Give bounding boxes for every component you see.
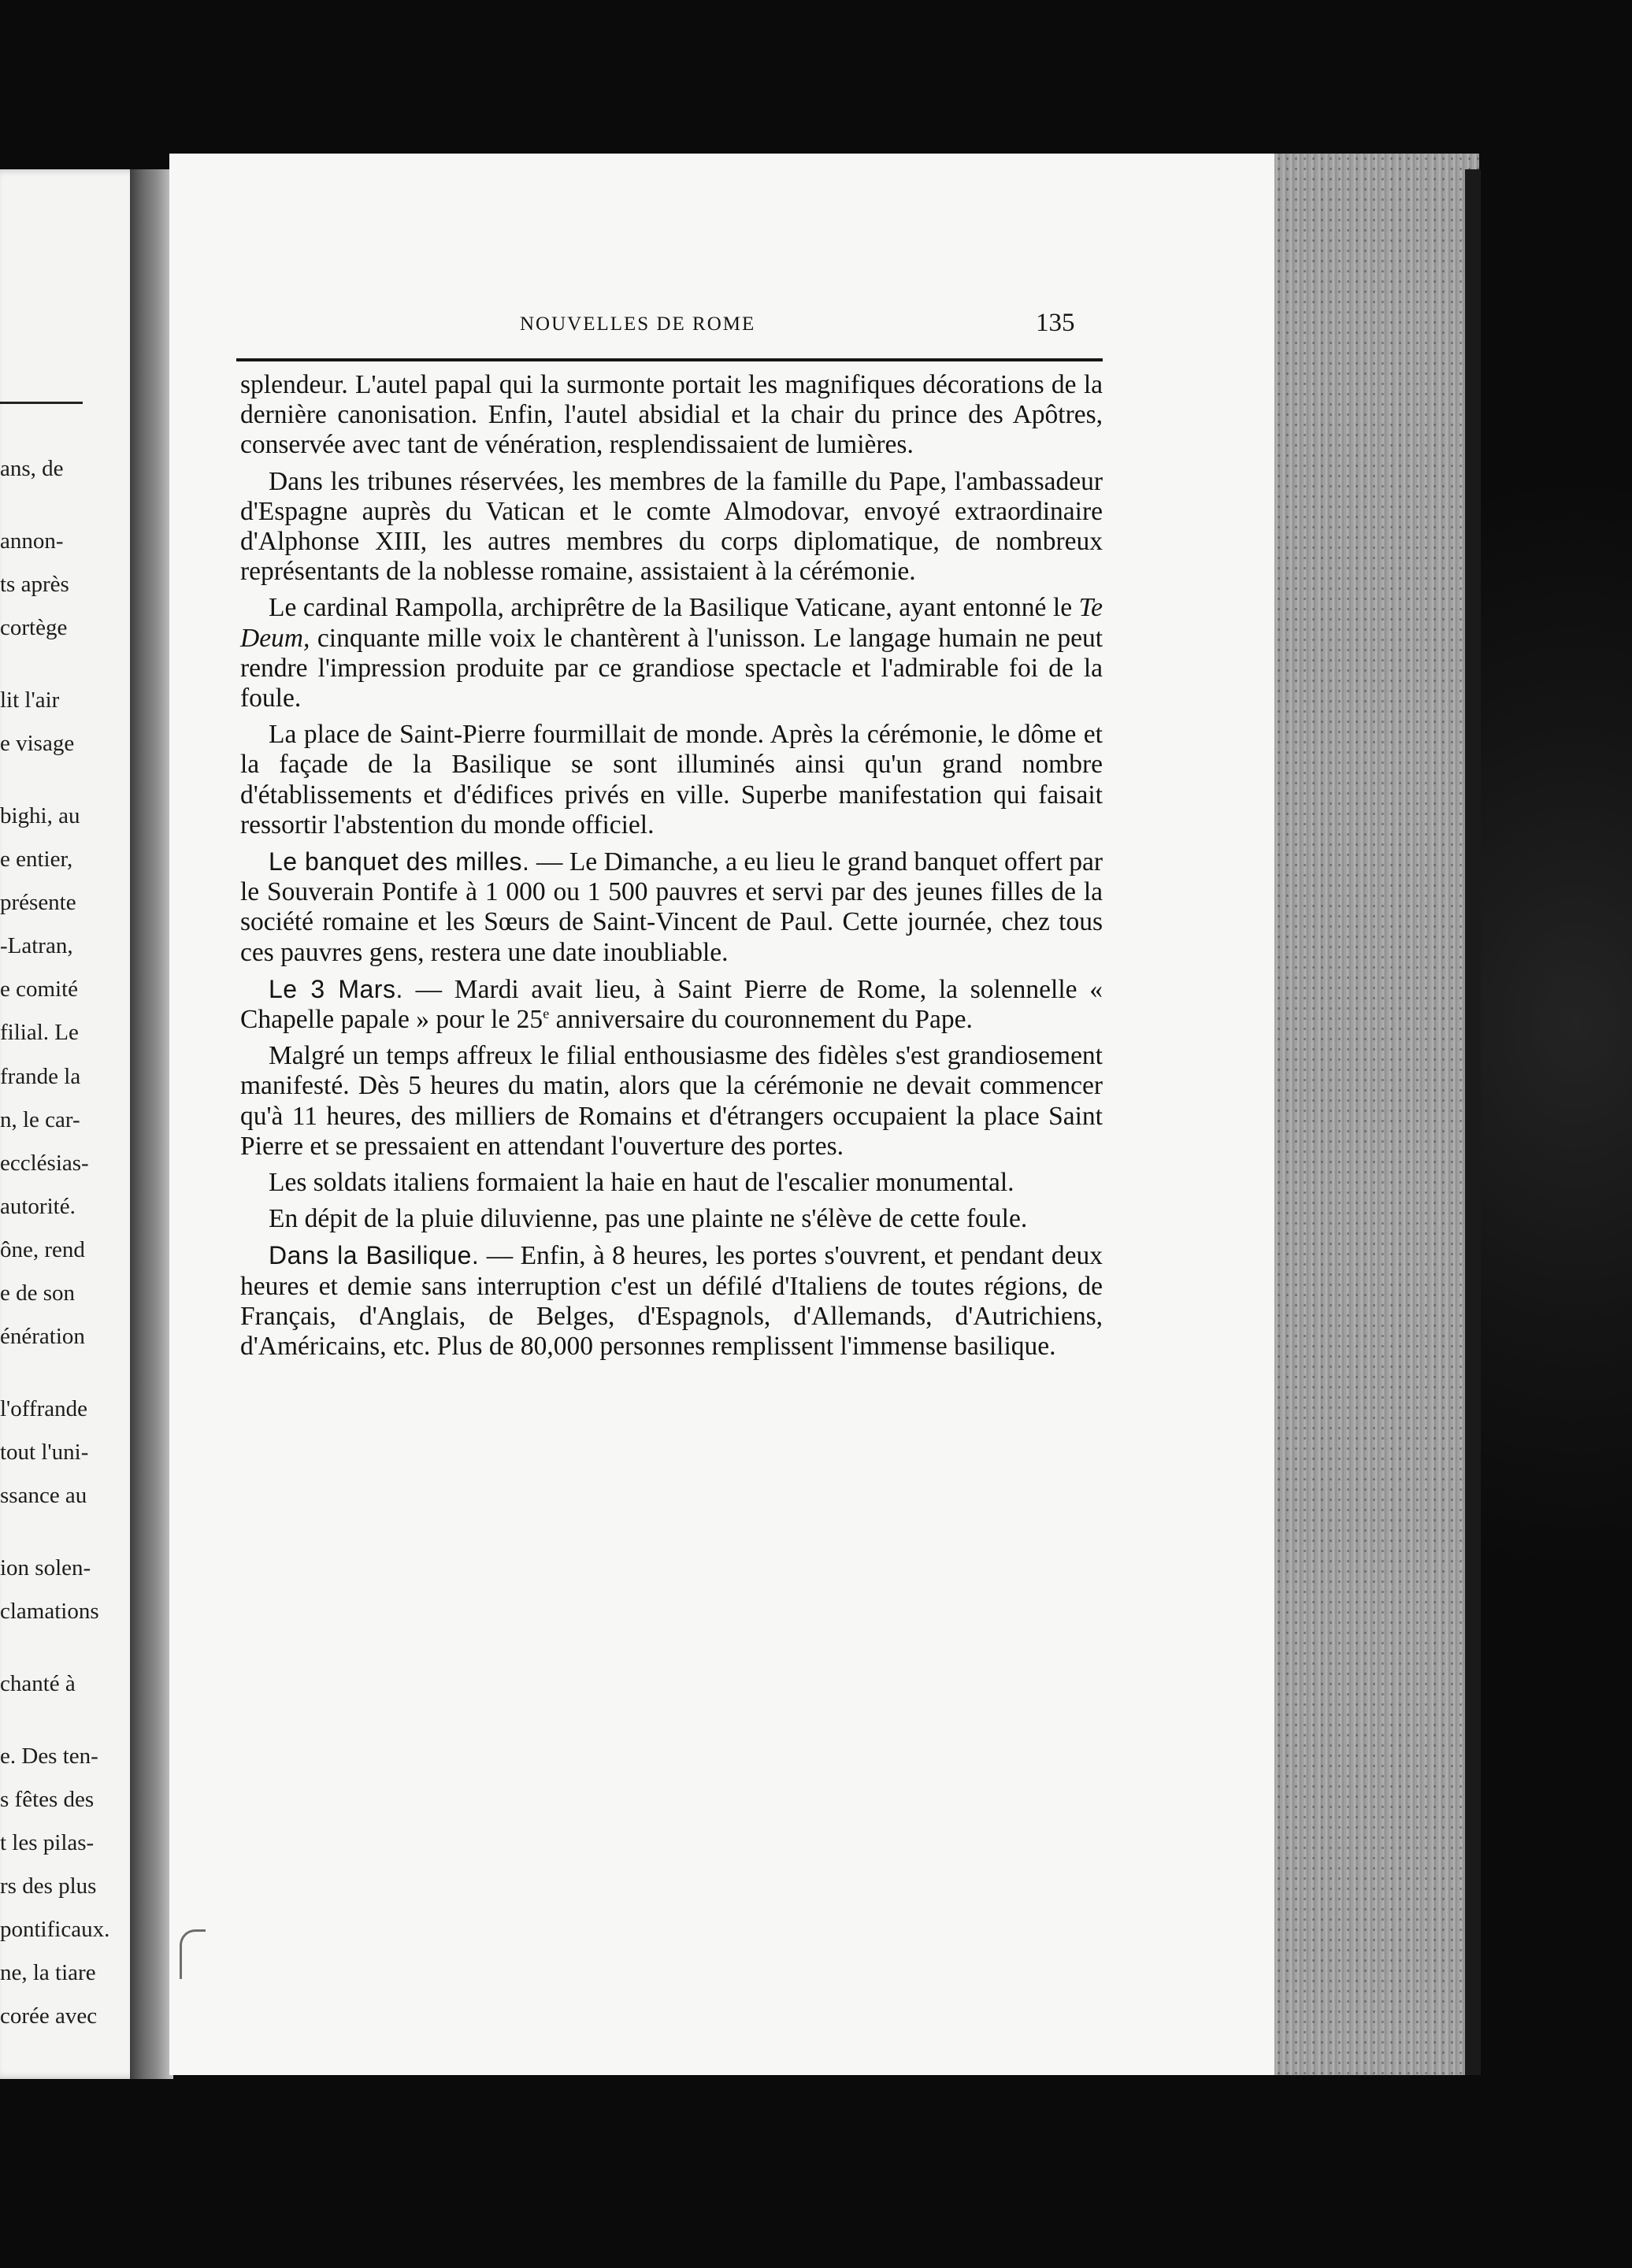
left-page-rule bbox=[0, 402, 83, 404]
left-page-line: énération bbox=[0, 1324, 85, 1350]
pencil-mark bbox=[180, 1929, 206, 1979]
section-rubric: Le banquet des milles. bbox=[269, 847, 530, 876]
paragraph: Malgré un temps affreux le filial enthousiasme des fidèles s'est grandiosement manifesté. Dès 5 heures du matin, alors que la cérémonie ne devait commencer qu'à 11 heures, des milliers de Romains et d'étrangers occupaient la place Saint Pierre et se pressaient en attendant l'ouverture des portes. bbox=[240, 1041, 1103, 1161]
paragraph: splendeur. L'autel papal qui la surmonte portait les magnifiques décorations de la dernière canonisation. Enfin, l'autel absidial et la chair du prince des Apôtres, conservée avec tant de vénération, resplendissaient de lumières. bbox=[240, 370, 1103, 460]
left-page-line: tout l'uni- bbox=[0, 1440, 89, 1466]
left-page-line: rs des plus bbox=[0, 1873, 97, 1899]
left-page-line: clamations bbox=[0, 1599, 99, 1625]
left-page-line: ecclésias- bbox=[0, 1150, 89, 1176]
left-page-line: autorité. bbox=[0, 1193, 76, 1219]
paragraph: La place de Saint-Pierre fourmillait de monde. Après la cérémonie, le dôme et la façade de la Basilique se sont illuminés ainsi qu'un grand nombre d'établissements et d'édifices privés en ville. Superbe manifestation qui faisait ressortir l'abstention du monde officiel. bbox=[240, 720, 1103, 839]
left-page-line: cortège bbox=[0, 615, 68, 641]
left-page-line: chanté à bbox=[0, 1670, 76, 1696]
paragraph: Les soldats italiens formaient la haie en haut de l'escalier monumental. bbox=[269, 1168, 1014, 1198]
left-page-line: ans, de bbox=[0, 456, 64, 482]
page-number: 135 bbox=[1036, 309, 1075, 337]
left-page-line: ssance au bbox=[0, 1483, 87, 1509]
left-page-line: pontificaux. bbox=[0, 1917, 110, 1943]
gutter-shadow bbox=[130, 169, 173, 2079]
paragraph: Le cardinal Rampolla, archiprêtre de la Basilique Vaticane, ayant entonné le Te Deum, cinquante mille voix le chantèrent à l'unisson. Le langage humain ne peut rendre l'impression produite par ce grandiose spectacle et l'admirable foi de la foule. bbox=[240, 593, 1103, 713]
left-page-line: n, le car- bbox=[0, 1106, 80, 1132]
left-page-line: ion solen- bbox=[0, 1555, 91, 1581]
left-page-line: e comité bbox=[0, 976, 79, 1002]
left-page-line: frande la bbox=[0, 1063, 81, 1089]
left-page-line: e entier, bbox=[0, 847, 73, 873]
page-edges-speckle bbox=[1274, 154, 1479, 2075]
paragraph: Le 3 Mars. — Mardi avait lieu, à Saint Pierre de Rome, la solennelle « Chapelle papale » pour le 25e anniversaire du couronnement du Pape. bbox=[240, 974, 1103, 1035]
left-page-line: bighi, au bbox=[0, 802, 80, 828]
left-page-line: annon- bbox=[0, 528, 64, 554]
left-page-line: s fêtes des bbox=[0, 1786, 95, 1812]
body-text bbox=[240, 370, 1103, 1362]
left-page-line: l'offrande bbox=[0, 1396, 87, 1421]
paragraph: Dans la Basilique. — Enfin, à 8 heures, les portes s'ouvrent, et pendant deux heures et demie sans interruption c'est un défilé d'Italiens de toutes régions, de Français, d'Anglais, de Belges, d'Espagnols, d'Allemands, d'Autrichiens, d'Américains, etc. Plus de 80,000 personnes remplissent l'immense basilique. bbox=[240, 1241, 1103, 1362]
running-head: NOUVELLES DE ROME bbox=[520, 313, 756, 335]
left-page-line: ne, la tiare bbox=[0, 1960, 96, 1986]
left-page-line: filial. Le bbox=[0, 1020, 79, 1046]
paragraph: Dans les tribunes réservées, les membres de la famille du Pape, l'ambassadeur d'Espagne auprès du Vatican et le comte Almodovar, envoyé extraordinaire d'Alphonse XIII, les autres membres du corps diplomatique, de nombreux représentants de la noblesse romaine, assistaient à la cérémonie. bbox=[240, 466, 1103, 587]
header-rule bbox=[236, 358, 1103, 361]
section-rubric: Dans la Basilique. bbox=[269, 1241, 480, 1270]
left-page-line: e. Des ten- bbox=[0, 1743, 98, 1769]
left-page-line: t les pilas- bbox=[0, 1830, 95, 1856]
left-page-line: présente bbox=[0, 890, 76, 916]
left-page-line: lit l'air bbox=[0, 687, 60, 713]
italic-title: Te Deum, bbox=[240, 593, 1103, 653]
paragraph: Le banquet des milles. — Le Dimanche, a eu lieu le grand banquet offert par le Souverain Pontife à 1 000 ou 1 500 pauvres et servi par des jeunes filles de la société romaine et les Sœurs de Saint-Vincent de Paul. Cette journée, chez tous ces pauvres gens, restera une date inoubliable. bbox=[240, 847, 1103, 967]
left-page-line: ône, rend bbox=[0, 1236, 85, 1262]
paragraph: En dépit de la pluie diluvienne, pas une plainte ne s'élève de cette foule. bbox=[269, 1204, 1028, 1234]
left-page-line: ts après bbox=[0, 572, 69, 598]
section-rubric: Le 3 Mars. bbox=[269, 974, 403, 1003]
left-page-line: e visage bbox=[0, 731, 75, 757]
left-page-line: -Latran, bbox=[0, 933, 73, 959]
left-page-line: corée avec bbox=[0, 2003, 98, 2029]
left-page-line: e de son bbox=[0, 1280, 76, 1306]
book-cover-edge bbox=[1465, 169, 1481, 2075]
